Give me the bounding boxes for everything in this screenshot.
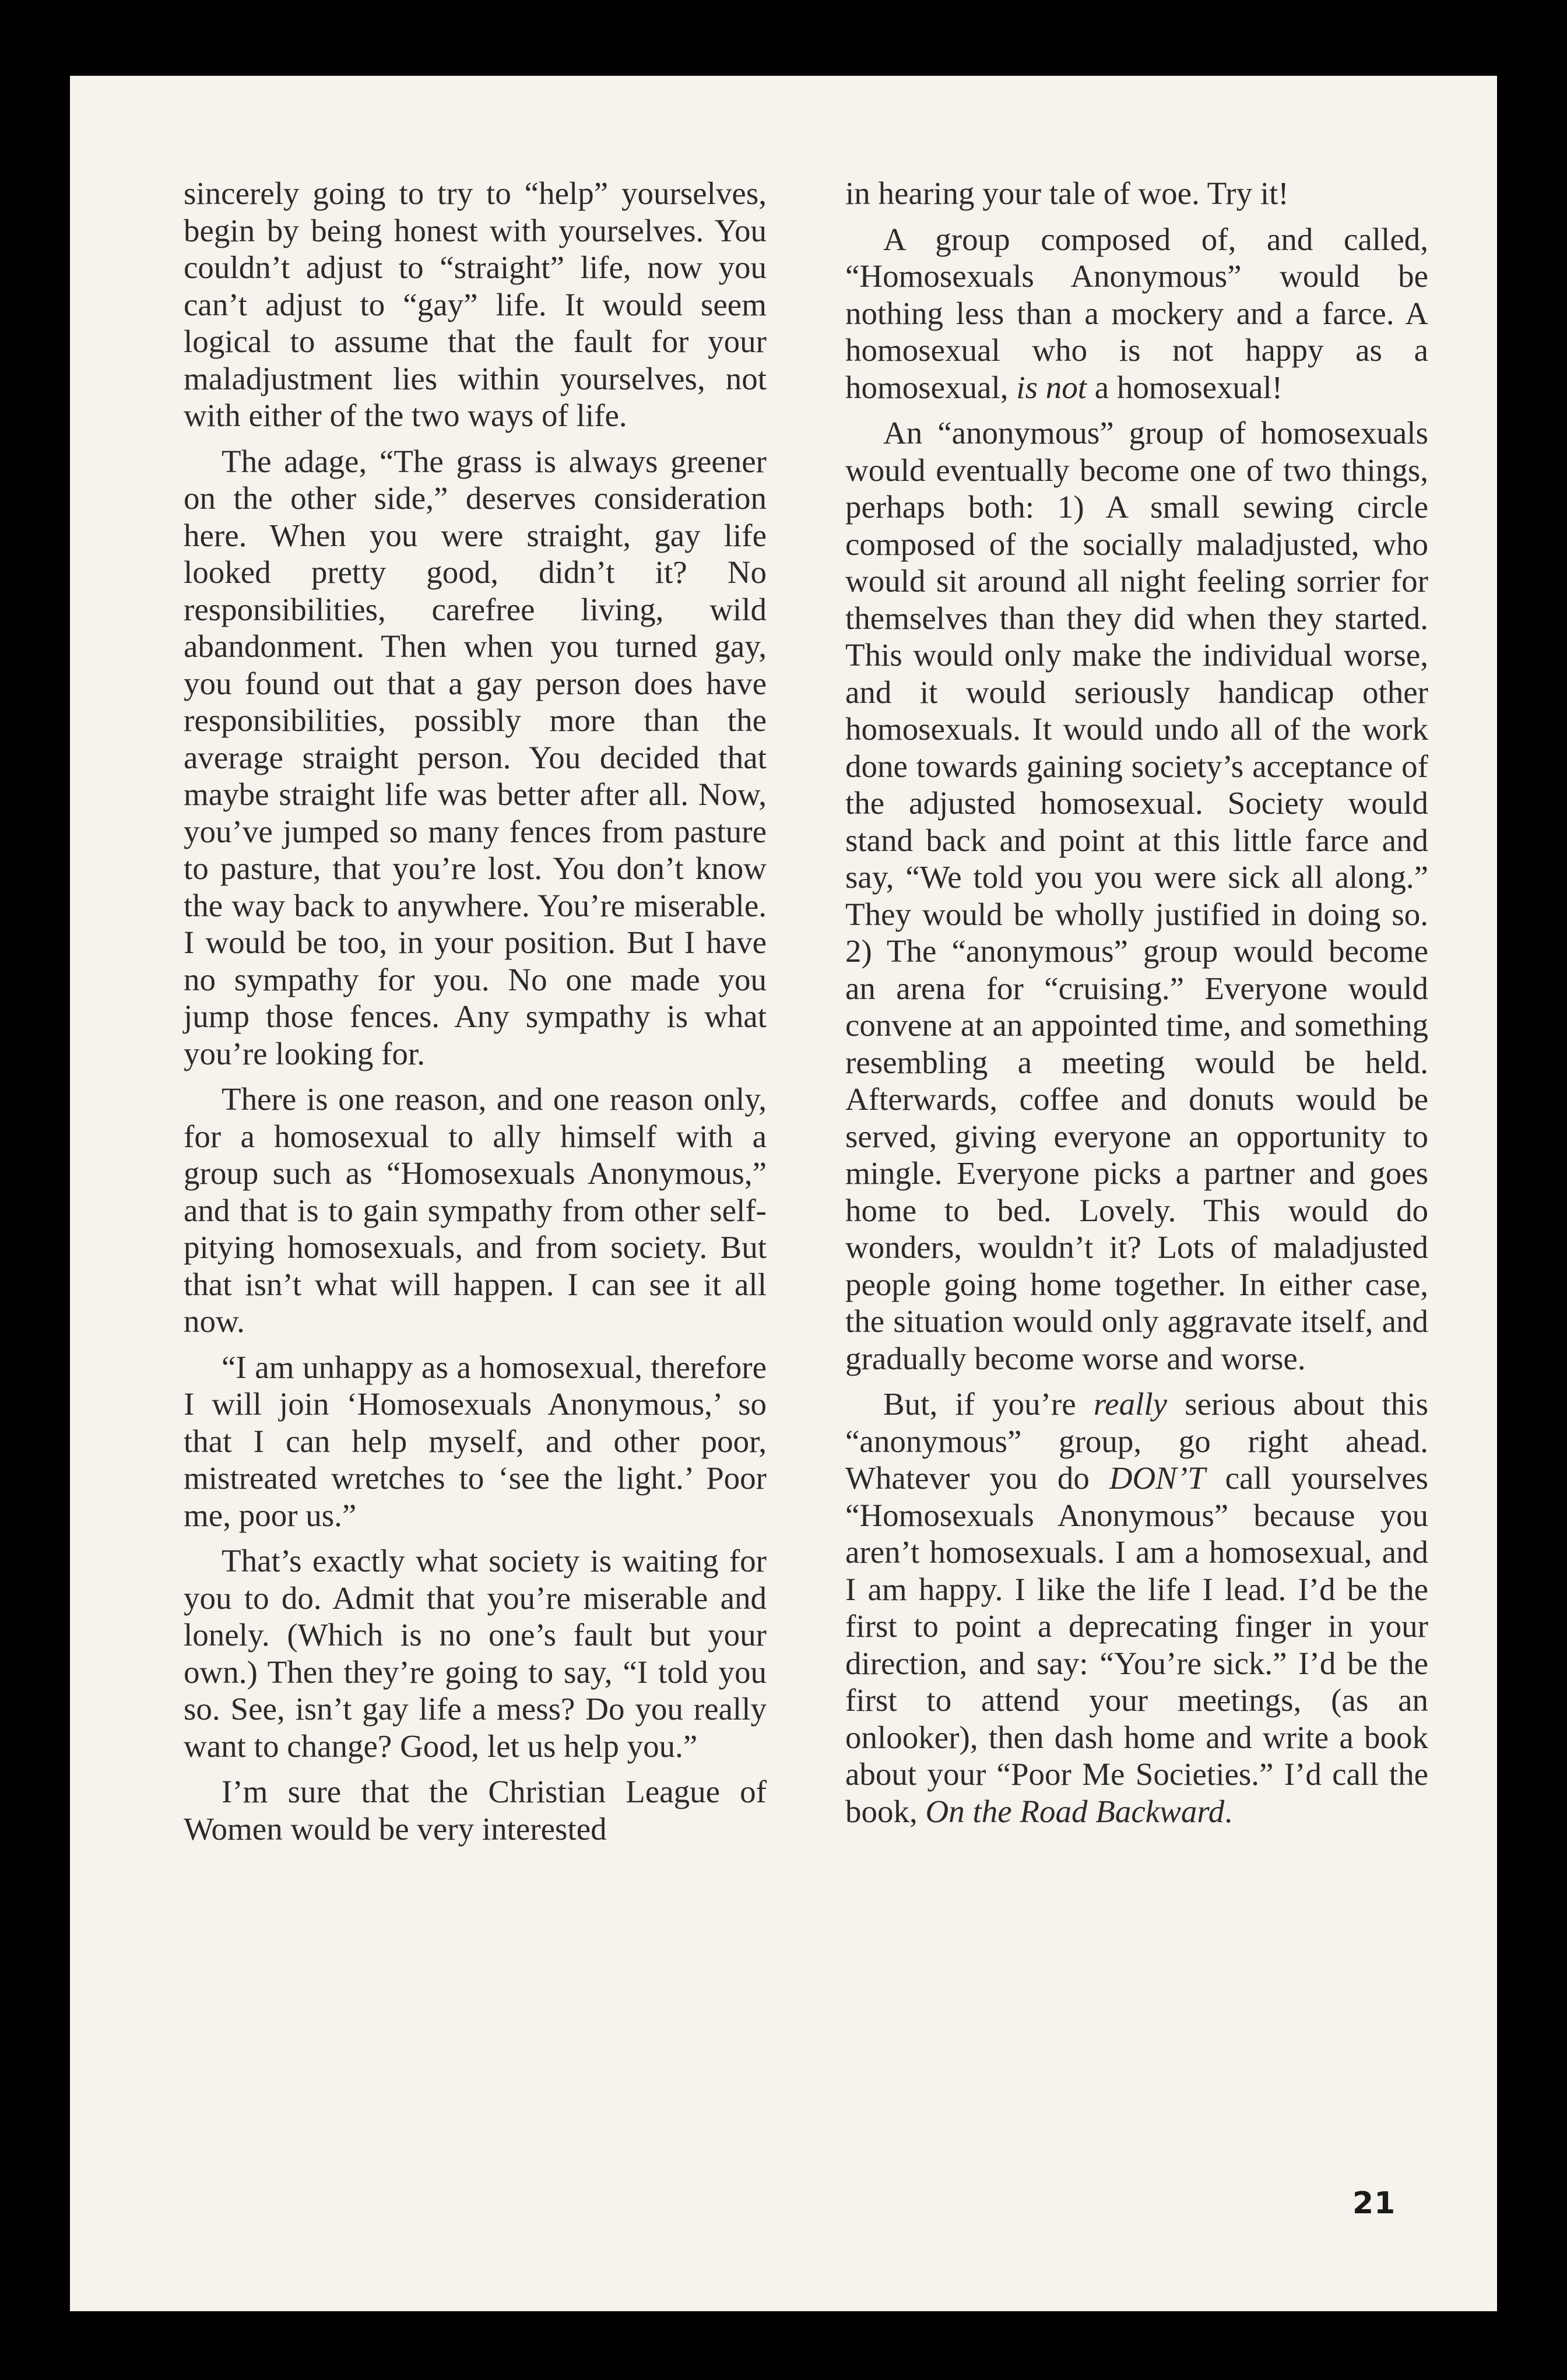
paragraph <box>845 1386 1428 1830</box>
paragraph: An “anonymous” group of homosexuals would eventually become one of two things, perhaps both: 1) A small sewing circle composed of the socially maladjusted, who would sit around all night feeling sorrier for themselves than they did when they started. This would only make the individual worse, and it would seriously handicap other homosexuals. It would undo all of the work done towards gaining society’s acceptance of the adjusted homosexual. Society would stand back and point at this little farce and say, “We told you you were sick all along.” They would be wholly justified in doing so. 2) The “anonymous” group would become an arena for “cruising.” Everyone would convene at an appointed time, and something resembling a meeting would be held. Afterwards, coffee and donuts would be served, giving everyone an opportunity to mingle. Everyone picks a partner and goes home to bed. Lovely. This would do wonders, wouldn’t it? Lots of maladjusted people going home together. In either case, the situation would only aggravate itself, and gradually become worse and worse. <box>845 415 1428 1376</box>
paragraph: I’m sure that the Christian League of Women would be very interested <box>184 1774 767 1847</box>
magazine-page <box>70 76 1497 2311</box>
right-column <box>845 175 1428 1830</box>
paragraph: The adage, “The grass is always greener on the other side,” deserves consideration here. When you were straight, gay life looked pretty good, didn’t it? No responsibilities, carefree living, wild abandonment. Then when you turned gay, you found out that a gay person does have responsibilities, possibly more than the average straight person. You decided that maybe straight life was better after all. Now, you’ve jumped so many fences from pasture to pasture, that you’re lost. You don’t know the way back to anywhere. You’re miserable. I would be too, in your position. But I have no sympathy for you. No one made you jump those fences. Any sympathy is what you’re looking for. <box>184 443 767 1071</box>
text-run: serious about this “anonymous” group, go right ahead. Whatever you do <box>845 1386 1428 1496</box>
paragraph <box>845 221 1428 406</box>
emphasis: really <box>1093 1386 1168 1422</box>
paragraph: in hearing your tale of woe. Try it! <box>845 175 1289 211</box>
book-title: On the Road Backward <box>925 1793 1225 1829</box>
text-run: But, if you’re <box>883 1386 1076 1422</box>
text-run: a homosexual! <box>1094 369 1283 405</box>
page-number: 21 <box>1352 2186 1396 2221</box>
text-run: . <box>1224 1793 1232 1829</box>
paragraph: sincerely going to try to “help” yourselves, begin by being honest with yourselves. You couldn’t adjust to “straight” life, now you can’t adjust to “gay” life. It would seem logical to assume that the fault for your maladjustment lies within yourselves, not with either of the two ways of life. <box>184 175 767 433</box>
left-column <box>184 175 767 1847</box>
paragraph: There is one reason, and one reason only, for a homosexual to ally himself with a group such as “Homosexuals Anonymous,” and that is to gain sympathy from other self-pitying homosexuals, and from society. But that isn’t what will happen. I can see it all now. <box>184 1081 767 1339</box>
paragraph: “I am unhappy as a homosexual, therefore I will join ‘Homosexuals Anonymous,’ so that I can help myself, and other poor, mistreated wretches to ‘see the light.’ Poor me, poor us.” <box>184 1349 767 1533</box>
text-run: A group composed of, and called, “Homosexuals Anonymous” would be nothing less than a mockery and a farce. A homosexual who is not happy as a homosexual, <box>845 221 1428 405</box>
paragraph: That’s exactly what society is waiting for you to do. Admit that you’re miserable and lonely. (Which is no one’s fault but your own.) Then they’re going to say, “I told you so. See, isn’t gay life a mess? Do you really want to change? Good, let us help you.” <box>184 1543 767 1764</box>
text-run: call yourselves “Homosexuals Anonymous” because you aren’t homosexuals. I am a homosexual, and I am happy. I like the life I lead. I’d be the first to point a deprecating finger in your direction, and say: “You’re sick.” I’d be the first to attend your meetings, (as an onlooker), then dash home and write a book about your “Poor Me Societies.” I’d call the book, <box>845 1460 1429 1829</box>
emphasis: DON’T <box>1109 1460 1206 1496</box>
emphasis: is not <box>1016 369 1087 405</box>
